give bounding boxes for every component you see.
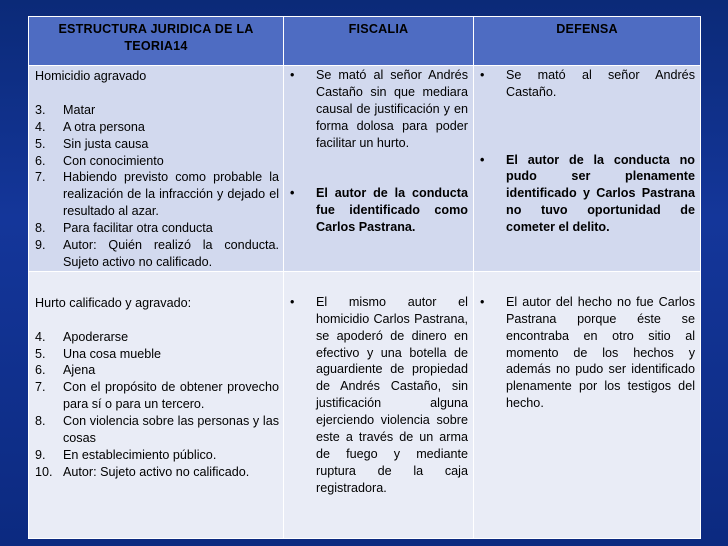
- list-item: • Se mató al señor Andrés Castaño.: [480, 68, 695, 99]
- bullet-list: [288, 67, 468, 236]
- bullet-list: [288, 294, 468, 497]
- list-item: 8. Con violencia sobre las personas y las cosas: [35, 414, 279, 446]
- element-list: [35, 102, 279, 271]
- header-row: [29, 17, 701, 66]
- bullet-list: [478, 294, 695, 412]
- cell-defensa-homicidio: [474, 66, 701, 272]
- list-item: 8. Para facilitar otra conducta: [35, 221, 213, 236]
- bullet-icon: •: [480, 294, 485, 309]
- list-item: 6. Con conocimiento: [35, 153, 164, 168]
- list-item: • El autor del hecho no fue Carlos Pastrana porque éste se encontraba en otro sitio al momento de los hechos y además no pudo ser identificado plenamente por los testigos del hecho.: [480, 294, 695, 411]
- list-item: 5. Sin justa causa: [35, 136, 149, 151]
- row-lead: Hurto calificado y agravado:: [35, 295, 192, 310]
- list-item: • Se mató al señor Andrés Castaño sin que mediara causal de justificación y en forma dolosa para poder facilitar un hurto.: [290, 68, 468, 150]
- list-item: 7. Habiendo previsto como probable la realización de la infracción y dejado el resultado al azar.: [35, 170, 279, 219]
- list-item: • El mismo autor el homicidio Carlos Pastrana, se apoderó de dinero en efectivo y una botella de aguardiente de propiedad de Andrés Castaño, sin justificación alguna ejerciendo violencia sobre este a través de un arma de fuego y mediante ruptura de la caja registradora.: [290, 294, 468, 495]
- list-item: 7. Con el propósito de obtener provecho para sí o para un tercero.: [35, 380, 279, 412]
- list-item: 9. Autor: Quién realizó la conducta. Sujeto activo no calificado.: [35, 238, 279, 269]
- cell-defensa-hurto: [474, 271, 701, 538]
- bullet-icon: •: [290, 68, 295, 82]
- bullet-list: [478, 67, 695, 236]
- table-row-hurto: [29, 271, 701, 538]
- spacer: [288, 152, 468, 186]
- list-item: 4. A otra persona: [35, 119, 145, 134]
- element-list: [35, 329, 279, 481]
- comparison-table: [28, 16, 701, 539]
- bullet-icon: •: [290, 186, 295, 201]
- list-item: 5. Una cosa mueble: [35, 346, 162, 361]
- header-defensa: DEFENSA: [474, 17, 701, 66]
- table-row-homicidio: [29, 66, 701, 272]
- bullet-icon: •: [480, 68, 485, 82]
- list-item: • El autor de la conducta fue identificado como Carlos Pastrana.: [290, 186, 468, 235]
- bullet-icon: •: [290, 294, 295, 309]
- spacer: [478, 101, 695, 135]
- header-fiscalia: FISCALIA: [284, 17, 474, 66]
- cell-estructura-homicidio: [29, 66, 284, 272]
- spacer: [478, 135, 695, 152]
- list-item: 9. En establecimiento público.: [35, 448, 217, 462]
- list-item: 3. Matar: [35, 102, 96, 117]
- cell-fiscalia-homicidio: [284, 66, 474, 272]
- list-item: 10. Autor: Sujeto activo no calificado.: [35, 464, 250, 479]
- header-estructura-juridica: ESTRUCTURA JURIDICA DE LA TEORIA14: [29, 17, 284, 66]
- cell-estructura-hurto: [29, 271, 284, 538]
- list-item: • El autor de la conducta no pudo ser plenamente identificado y Carlos Pastrana no tuvo oportunidad de cometer el delito.: [480, 152, 695, 235]
- cell-fiscalia-hurto: [284, 271, 474, 538]
- row-lead: Homicidio agravado: [35, 69, 147, 83]
- list-item: 4. Apoderarse: [35, 329, 129, 344]
- list-item: 6. Ajena: [35, 363, 96, 378]
- bullet-icon: •: [480, 152, 485, 167]
